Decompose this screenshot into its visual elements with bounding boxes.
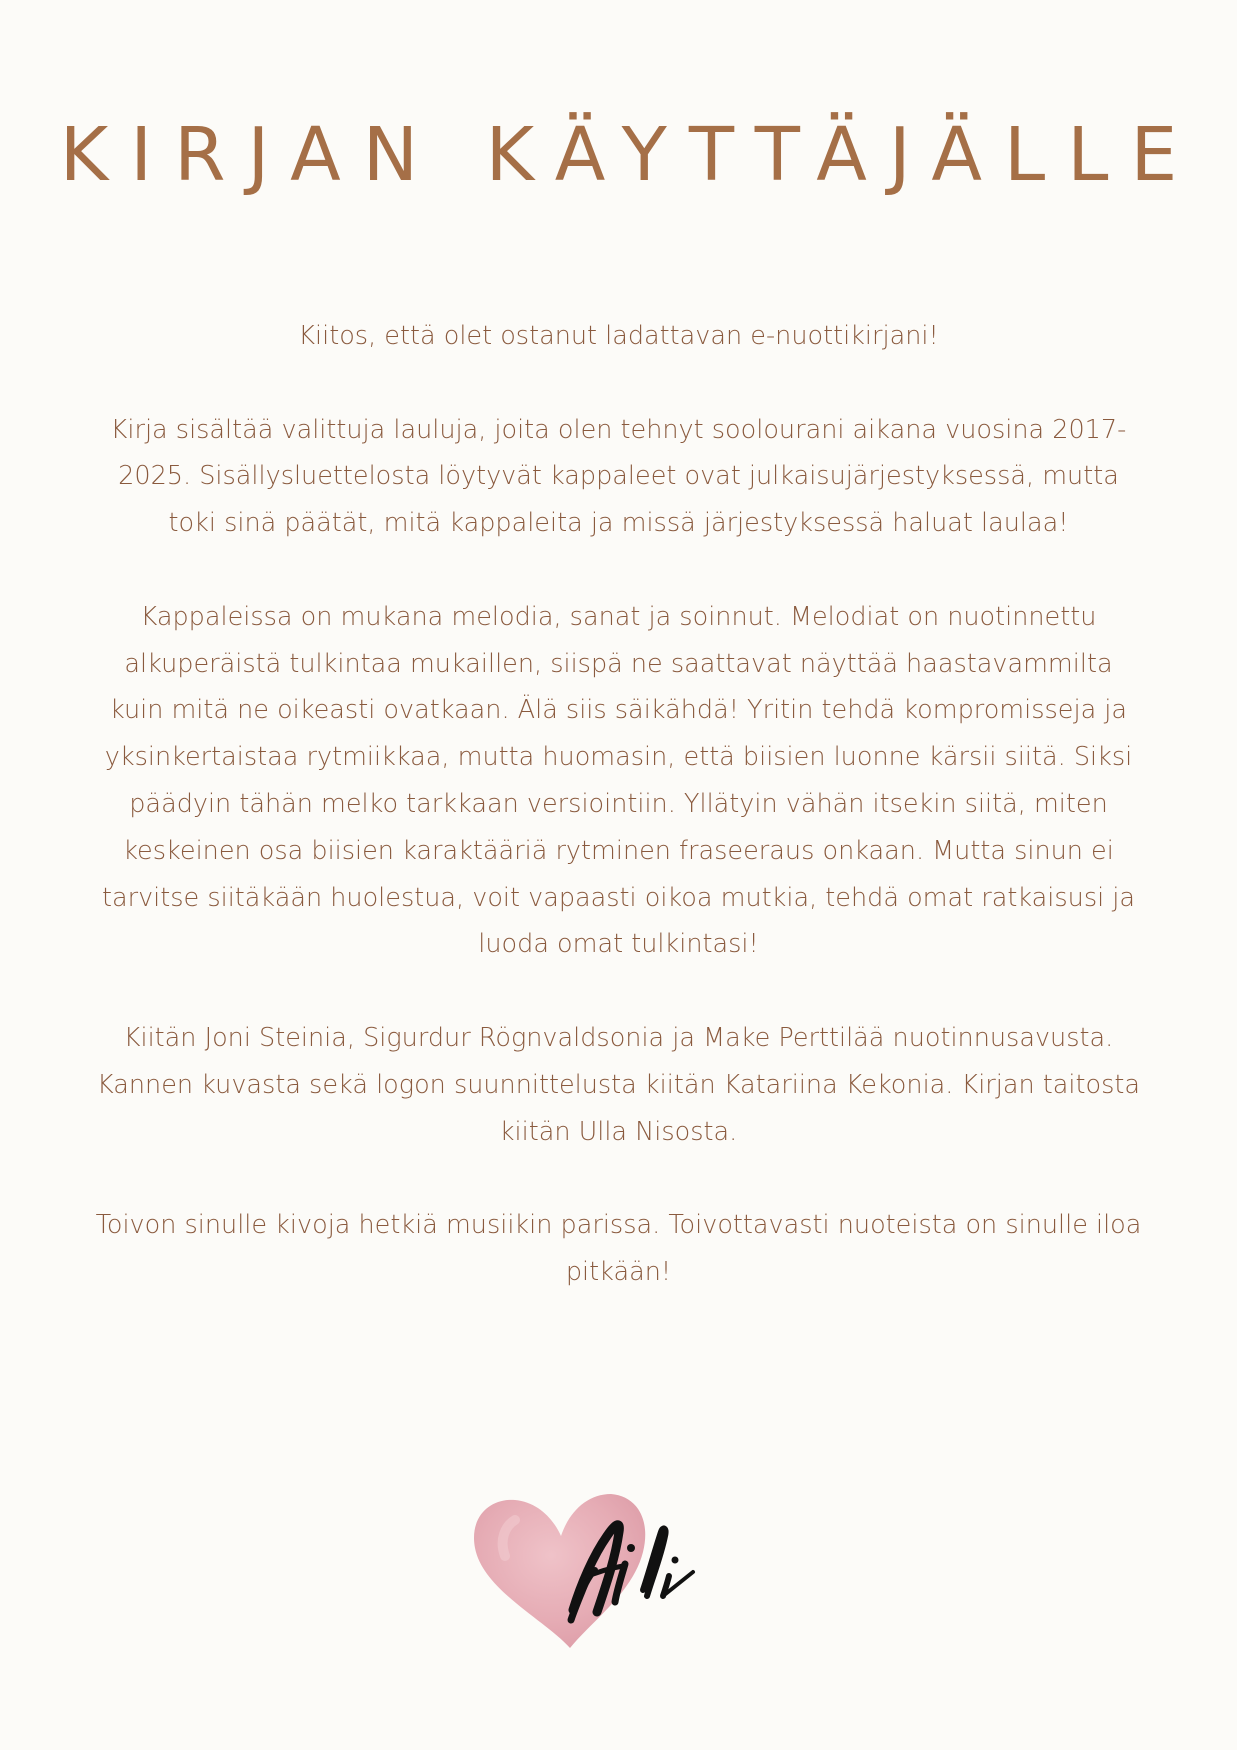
letter-body [95, 313, 1142, 1343]
heart-signature-logo [465, 1480, 725, 1660]
paragraph-notation: Kappaleissa on mukana melodia, sanat ja soinnut. Melodiat on nuotinnettu alkuperäistä tulkintaa mukaillen, siispä ne saattavat näyttää haastavammilta kuin mitä ne oikeasti ovatkaan. Älä siis säikähdä! Yritin tehdä kompromisseja ja yksinkertaistaa rytmiikkaa, mutta huomasin, että biisien luonne kärsii siitä. Siksi päädyin tähän melko tarkkaan versiointiin. Yllätyin vähän itsekin siitä, miten keskeinen osa biisien karaktääriä rytminen fraseeraus onkaan. Mutta sinun ei tarvitse siitäkään huolestua, voit vapaasti oikoa mutkia, tehdä omat ratkaisusi ja luoda omat tulkintasi! [101, 601, 1136, 960]
paragraph-wishes: Toivon sinulle kivoja hetkiä musiikin parissa. Toivottavasti nuoteista on sinulle iloa pitkään! [95, 1210, 1142, 1287]
paragraph-thanks: Kiitos, että olet ostanut ladattavan e-nuottikirjani! [298, 321, 939, 351]
paragraph-contents: Kirja sisältää valittuja lauluja, joita olen tehnyt soolourani aikana vuosina 2017-2025. Sisällysluettelosta löytyvät kappaleet ovat julkaisujärjestyksessä, mutta toki sinä päätät, mitä kappaleita ja missä järjestyksessä haluat laulaa! [110, 414, 1127, 539]
paragraph-acknowledgements: Kiitän Joni Steinia, Sigurdur Rögnvaldsonia ja Make Perttilää nuotinnusavusta. Kannen kuvasta sekä logon suunnittelusta kiitän Katariina Kekonia. Kirjan taitosta kiitän Ulla Nisosta. [97, 1022, 1140, 1147]
page-title: KIRJAN KÄYTTÄJÄLLE [59, 112, 1200, 198]
